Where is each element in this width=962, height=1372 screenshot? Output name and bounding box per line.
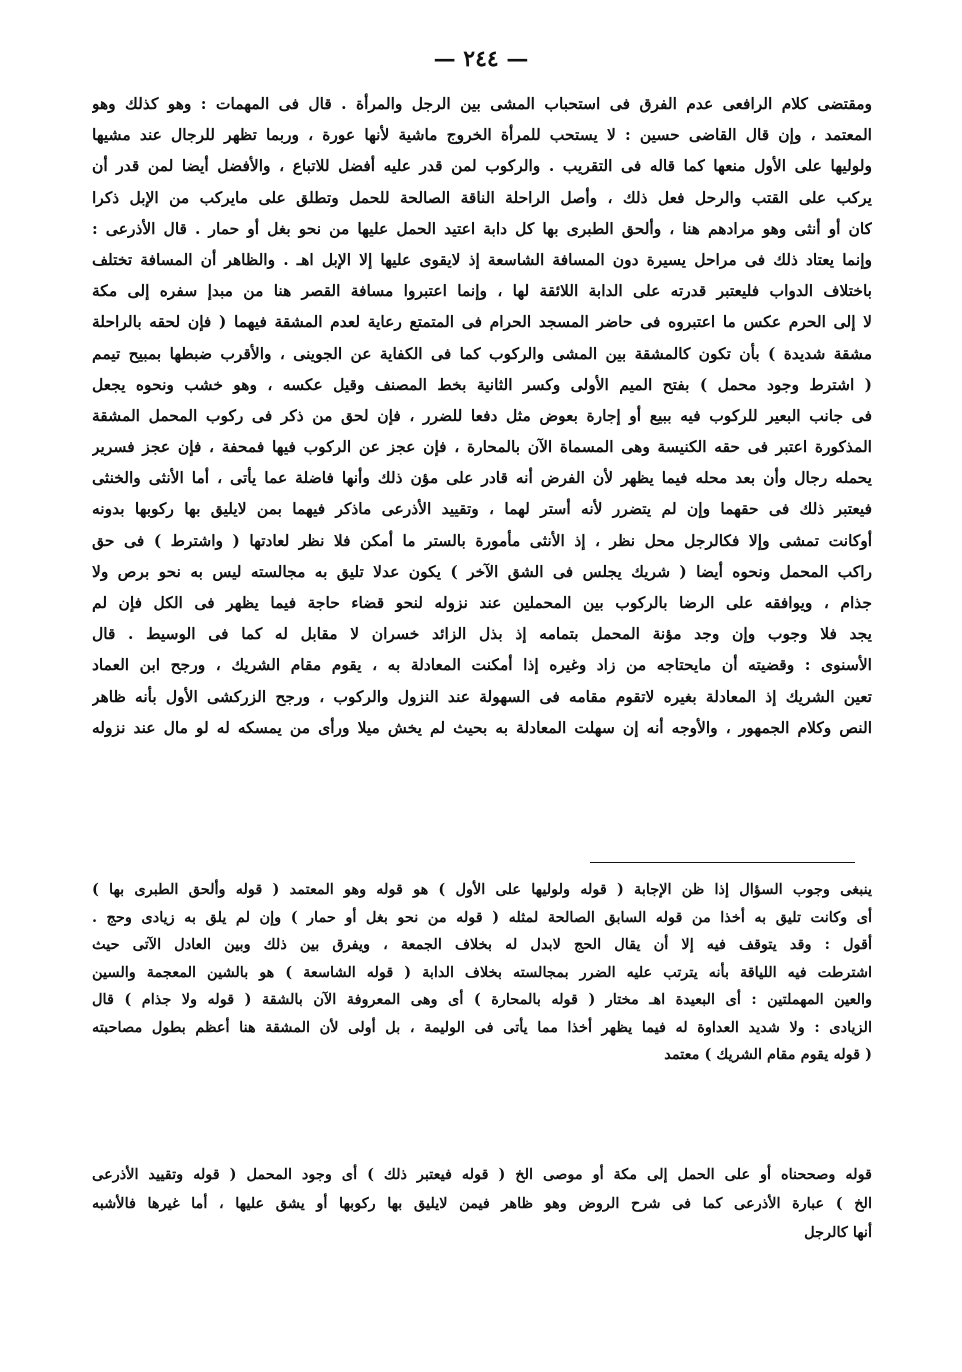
main-text-line: كان أو أنثى وهو مرادهم هنا ، وألحق الطبرى بها كل دابة اعتيد الحمل عليها من نحو بغل أو حمار . قال الأذرعى :	[92, 218, 872, 238]
footnote-separator	[590, 862, 855, 863]
footnote-line: أقول : وقد يتوقف فيه إلا أن يقال الحج لابدل له بخلاف الجمعة ، ويفرق بين ذلك وبين العادل الآتى حيث	[92, 936, 872, 953]
footnote-line: ينبغى وجوب السؤال إذا ظن الإجابة ( قوله ولوليها على الأول ) هو قوله وهو المعتمد ( قوله وألحق الطبرى بها )	[92, 881, 872, 898]
footnote-line: الزيادى : ولا شديد العداوة له فيما يظهر أخذا مما يأتى فى الوليمة ، بل أولى لأن المشقة هنا أعظم بطول مصاحبته	[92, 1018, 872, 1036]
main-text-line: باختلاف الدواب فليعتبر قدرته على الدابة اللائقة لها ، وإنما اعتبروا مسافة القصر هنا من مبدإ سفره إلى مكة	[92, 281, 872, 301]
main-text-line: ومقتضى كلام الرافعى عدم الفرق فى استحباب المشى بين الرجل والمرأة . قال فى المهمات : وهو كذلك وهو	[92, 94, 872, 113]
main-text-line: تعين الشريك إذ المعادلة بغيره لاتقوم مقامه فى السهولة عند النزول والركوب ، ورجح الزركشى الأول بأنه ظاهر	[92, 686, 872, 706]
main-text-line: يحمله رجال وأن بعد محله فيما يظهر لأن الفرض أنه قادر على مؤن ذلك وأنها فاضلة عما يأتى ، أما الأنثى والخنثى	[92, 468, 872, 488]
footnote-line: اشترطت فيه اللياقة بأنه يترتب عليه الضرر بمجالسته بخلاف الدابة ( قوله الشاسعة ) هو بالشين المعجمة والسين	[92, 963, 872, 981]
main-text-line: يجد فلا وجوب وإن وجد مؤنة المحمل بتمامه إذ بذل الزائد خسران لا مقابل له كما فى الوسيط . قال	[92, 624, 872, 644]
main-text-line: ولوليها على الأول منعها كما قاله فى التقريب . والركوب لمن قدر عليه أفضل للاتباع ، والأفضل أيضا لمن قدر أن	[92, 156, 872, 176]
main-text-line: وإنما يعتاد ذلك فى مراحل يسيرة دون المسافة الشاسعة إذ لايقوى عليها إلا الإبل اهـ . والظاهر أن المسافة تختلف	[92, 249, 872, 269]
main-text-line: المعتمد ، وإن قال القاضى حسين : لا يستحب للمرأة الخروج ماشية لأنها عورة ، وربما تظهر للرجال عند مشيها	[92, 125, 872, 145]
main-text-line: المذكورة اعتبر فى حقه الكنيسة وهى المسماة الآن بالمحارة ، فإن عجز عن الركوب فيها فمحفة ، فإن عجز فسرير	[92, 437, 872, 457]
footnote-line: قوله وصححناه أو على الحمل إلى مكة أو موصى الخ ( قوله فيعتبر ذلك ) أى وجود المحمل ( قوله وتقييد الأذرعى	[92, 1166, 872, 1183]
main-text	[92, 88, 872, 743]
main-text-line: أوكانت تمشى وإلا فكالرجل محل نظر ، إذ الأنثى مأمورة بالستر ما أمكن فلا نظر لعادتها ( واشترط ) فى حق	[92, 530, 872, 550]
main-text-line: النص وكلام الجمهور ، والأوجه أنه إن سهلت المعادلة به بحيث لم يخش ميلا ورأى من يمسكه له لو مال عند نزوله	[92, 717, 872, 737]
main-text-line: يركب على القتب والرحل فعل ذلك ، وأصل الراحلة الناقة الصالحة للحمل وتطلق على مايركب من الإبل ذكرا	[92, 187, 872, 207]
footnote-block-2	[92, 1160, 872, 1247]
main-text-line: راكب المحمل ونحوه أيضا ( شريك يجلس فى الشق الآخر ) يكون عدلا تليق به مجالسته ليس به نحو برص ولا	[92, 561, 872, 581]
footnote-line: الخ ) عبارة الأذرعى كما فى شرح الروض وهو ظاهر فيمن لايليق بها ركوبها أو يشق عليها ، أما غيرها فالأشبه	[92, 1195, 872, 1212]
footnote-line: ( قوله يقوم مقام الشريك ) معتمد	[664, 1046, 872, 1063]
main-text-line: الأسنوى : وقضيته أن مايحتاجه من زاد وغيره إذا أمكنت المعادلة به ، يقوم مقام الشريك ، ورجح ابن العماد	[92, 655, 872, 675]
main-text-line: جذام ، ويوافقه على الرضا بالركوب بين المحملين عند نزوله لنحو قضاء حاجة فيما يظهر فى الكل فإن لم	[92, 593, 872, 612]
main-text-line: فيعتبر ذلك فى حقهما وإن لم يتضرر لأنه أستر لهما ، وتقييد الأذرعى ماذكر فيهما بمن لايليق بها ركوبها بدونه	[92, 499, 872, 519]
footnote-line: والعين المهملتين : أى البعيدة اهـ مختار ( قوله بالمحارة ) أى وهى المعروفة الآن بالشقة ( قوله ولا جذام ) قال	[92, 991, 872, 1008]
footnote-line: أنها كالرجل	[804, 1224, 872, 1241]
main-text-line: لا إلى الحرم عكس ما اعتبروه فى حاضر المسجد الحرام فى المتمتع رعاية لعدم المشقة فيهما ( فإن لحقه بالراحلة	[92, 312, 872, 332]
main-text-line: فى جانب البعير للركوب فيه ببيع أو إجارة بعوض مثل دفعا للضرر ، فإن لحق من ذكر فى ركوب المحمل المشقة	[92, 405, 872, 425]
footnote-block-1	[92, 876, 872, 1069]
main-text-line: مشقة شديدة ) بأن تكون كالمشقة بين المشى والركوب كما فى الكفاية عن الجوينى ، والأقرب ضبطها بمبيح تيمم	[92, 343, 872, 363]
page-number: — ٢٤٤ —	[433, 46, 529, 72]
footnote-line: أى وكانت تليق به أخذا من قوله السابق الصالحة لمثله ( قوله من نحو بغل أو حمار ) وإن لم يلق به زيادى وحج .	[92, 908, 872, 926]
main-text-line: ( اشترط وجود محمل ) بفتح الميم الأولى وكسر الثانية بخط المصنف وقيل عكسه ، وهو خشب ونحوه يجعل	[92, 374, 872, 394]
